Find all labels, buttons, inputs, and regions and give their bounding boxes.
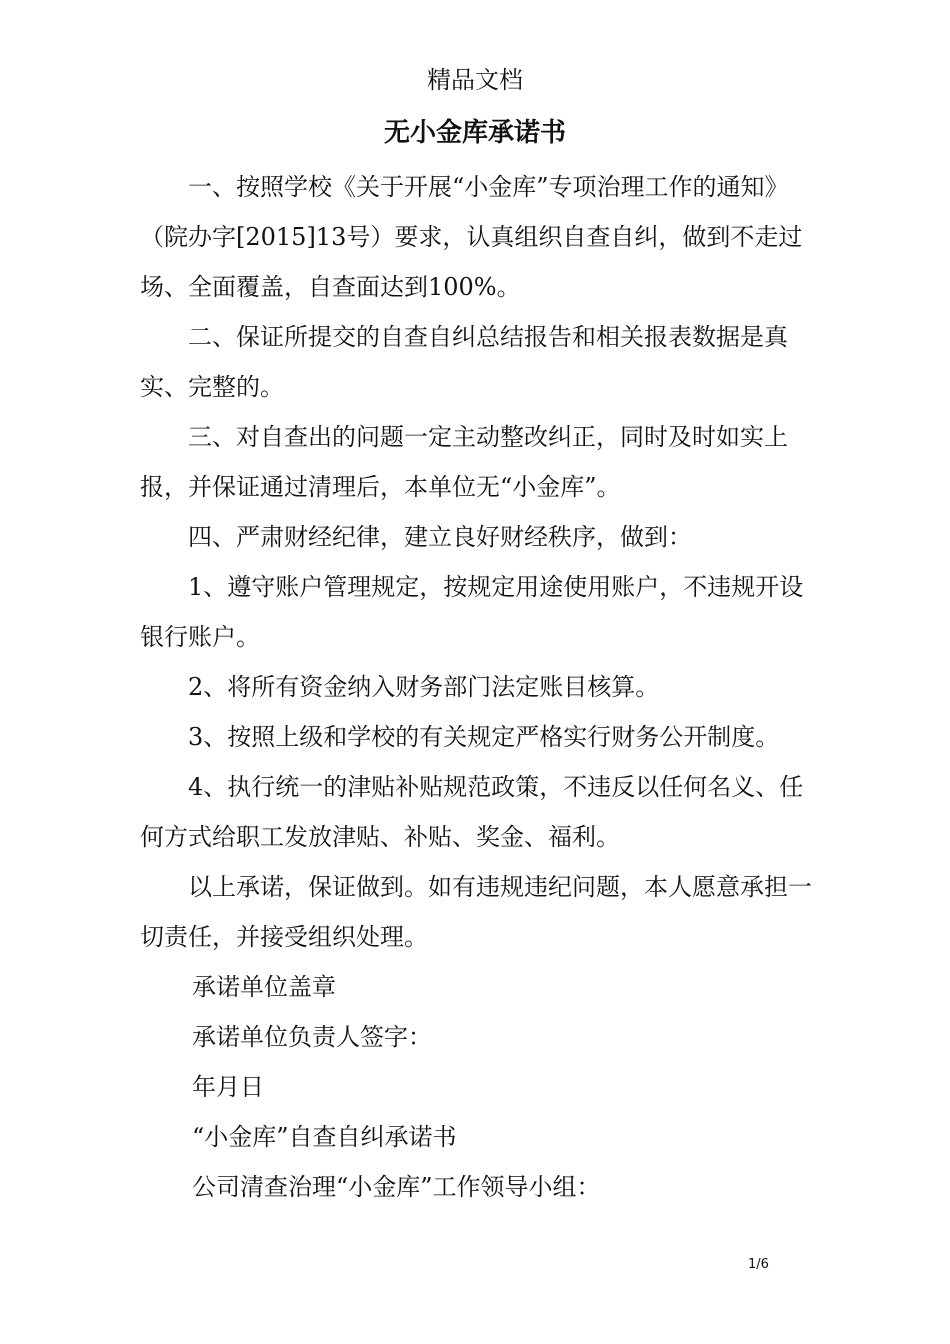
signature-line: 承诺单位负责人签字： [192,1023,432,1051]
sub-item-1: 1、遵守账户管理规定，按规定用途使用账户，不违规开设银行账户。 [140,573,804,651]
sub-item-3: 3、按照上级和学校的有关规定严格实行财务公开制度。 [188,723,780,751]
sub-item-4: 4、执行统一的津贴补贴规范政策，不违反以任何名义、任何方式给职工发放津贴、补贴、奖金、福利。 [140,773,804,851]
paragraph-item-3: 三、对自查出的问题一定主动整改纠正，同时及时如实上报，并保证通过清理后，本单位无“小金库”。 [140,423,788,501]
document-body [140,162,820,1212]
document-title: 无小金库承诺书 [383,118,566,148]
page-number: 1/6 [748,1257,769,1272]
sub-item-2: 2、将所有资金纳入财务部门法定账目核算。 [188,673,660,701]
page-header: 精品文档 [427,66,523,94]
seal-line: 承诺单位盖章 [192,973,336,1001]
closing-statement: 以上承诺，保证做到。如有违规违纪问题，本人愿意承担一切责任，并接受组织处理。 [140,873,812,951]
paragraph-item-4: 四、严肃财经纪律，建立良好财经秩序，做到： [188,523,692,551]
paragraph-item-2: 二、保证所提交的自查自纠总结报告和相关报表数据是真实、完整的。 [140,323,788,401]
addressee-line: 公司清查治理“小金库”工作领导小组： [192,1173,601,1201]
second-document-title: “小金库”自查自纠承诺书 [192,1123,457,1151]
paragraph-item-1: 一、按照学校《关于开展“小金库”专项治理工作的通知》（院办字[2015]13号）要求，认真组织自查自纠，做到不走过场、全面覆盖，自查面达到100%。 [140,173,803,301]
date-line: 年月日 [192,1073,264,1101]
